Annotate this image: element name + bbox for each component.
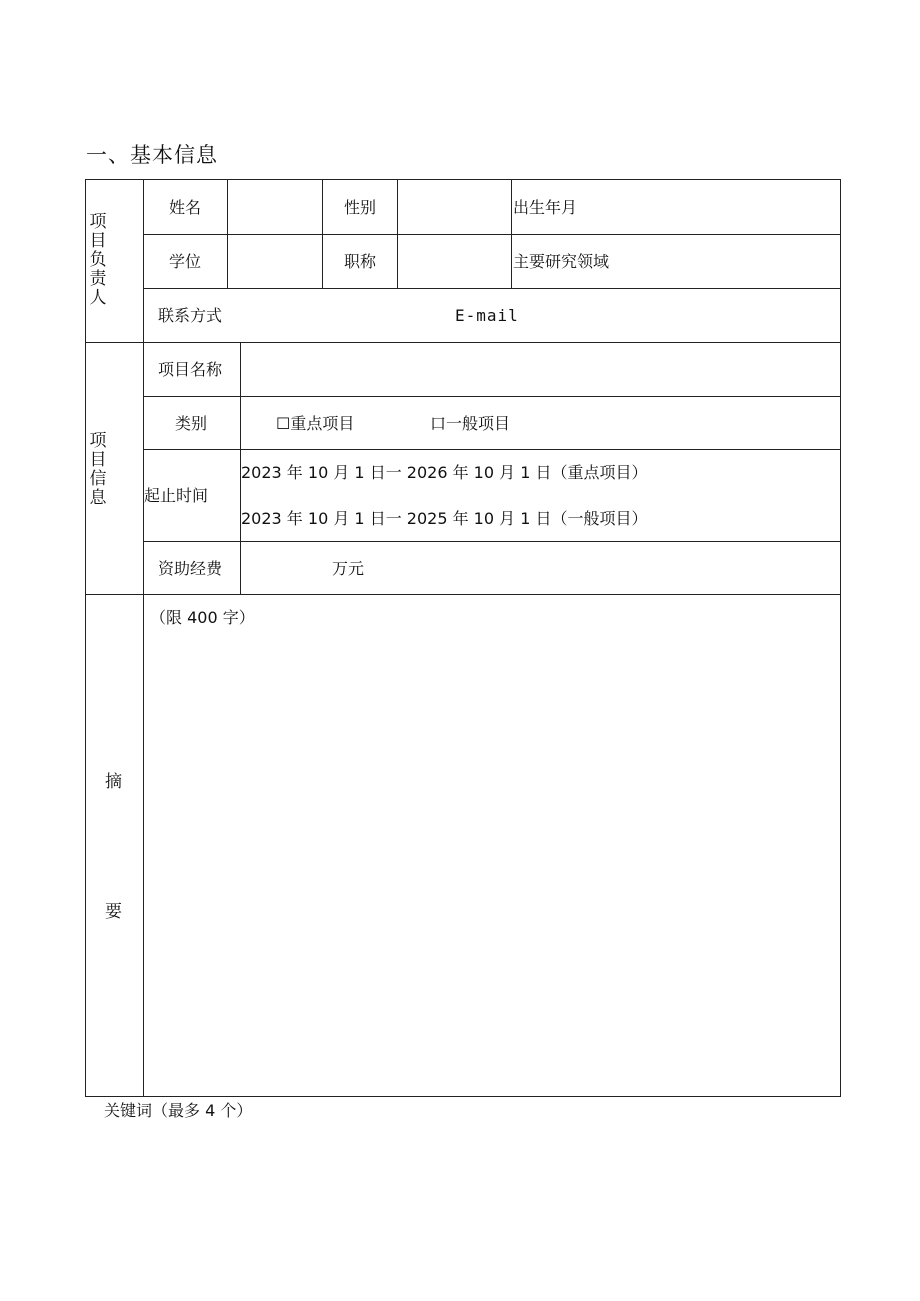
row-divider <box>85 594 841 595</box>
gender-label: 性别 <box>344 198 377 217</box>
name-field[interactable] <box>228 180 322 234</box>
project-name-field[interactable] <box>241 343 840 396</box>
table-border-left <box>85 179 86 1097</box>
contact-label: 联系方式 <box>158 306 223 325</box>
title-label: 职称 <box>344 252 377 271</box>
degree-label: 学位 <box>169 252 202 271</box>
leader-group-label: 项 目 负 责 人 <box>89 212 107 308</box>
keywords-label: 关键词（最多 4 个） <box>104 1101 253 1120</box>
email-label: E-mail <box>455 306 519 325</box>
column-divider <box>511 179 512 288</box>
abstract-textarea[interactable] <box>144 632 840 1095</box>
name-label: 姓名 <box>169 198 202 217</box>
contact-field[interactable] <box>230 289 445 342</box>
table-border-right <box>840 179 841 1097</box>
category-label: 类别 <box>175 414 208 433</box>
funding-amount-field[interactable] <box>241 542 326 594</box>
email-field[interactable] <box>515 289 840 342</box>
key-project-checkbox[interactable]: ☐重点项目 <box>276 414 355 433</box>
abstract-limit-hint: （限 400 字） <box>150 608 255 627</box>
research-field[interactable] <box>620 235 840 288</box>
row-divider <box>143 449 841 450</box>
funding-label: 资助经费 <box>158 559 223 578</box>
period-label: 起止时间 <box>144 486 209 505</box>
funding-unit: 万元 <box>332 559 365 578</box>
section-title: 一、基本信息 <box>86 143 218 167</box>
gender-field[interactable] <box>398 180 511 234</box>
project-group-label: 项 目 信 息 <box>89 431 107 508</box>
abstract-label-top: 摘 <box>105 772 122 792</box>
birth-field[interactable] <box>585 180 840 234</box>
column-divider <box>322 179 323 288</box>
birth-label: 出生年月 <box>513 198 578 217</box>
table-border-bottom <box>85 1096 841 1097</box>
abstract-label-bottom: 要 <box>105 902 122 922</box>
period-key-option: 2023 年 10 月 1 日一 2026 年 10 月 1 日（重点项目） <box>241 463 648 482</box>
row-divider <box>143 396 841 397</box>
degree-field[interactable] <box>228 235 322 288</box>
project-name-label: 项目名称 <box>158 360 223 379</box>
period-general-option: 2023 年 10 月 1 日一 2025 年 10 月 1 日（一般项目） <box>241 509 648 528</box>
research-label: 主要研究领域 <box>513 252 610 271</box>
general-project-checkbox[interactable]: 口一般项目 <box>430 414 511 433</box>
title-field[interactable] <box>398 235 511 288</box>
